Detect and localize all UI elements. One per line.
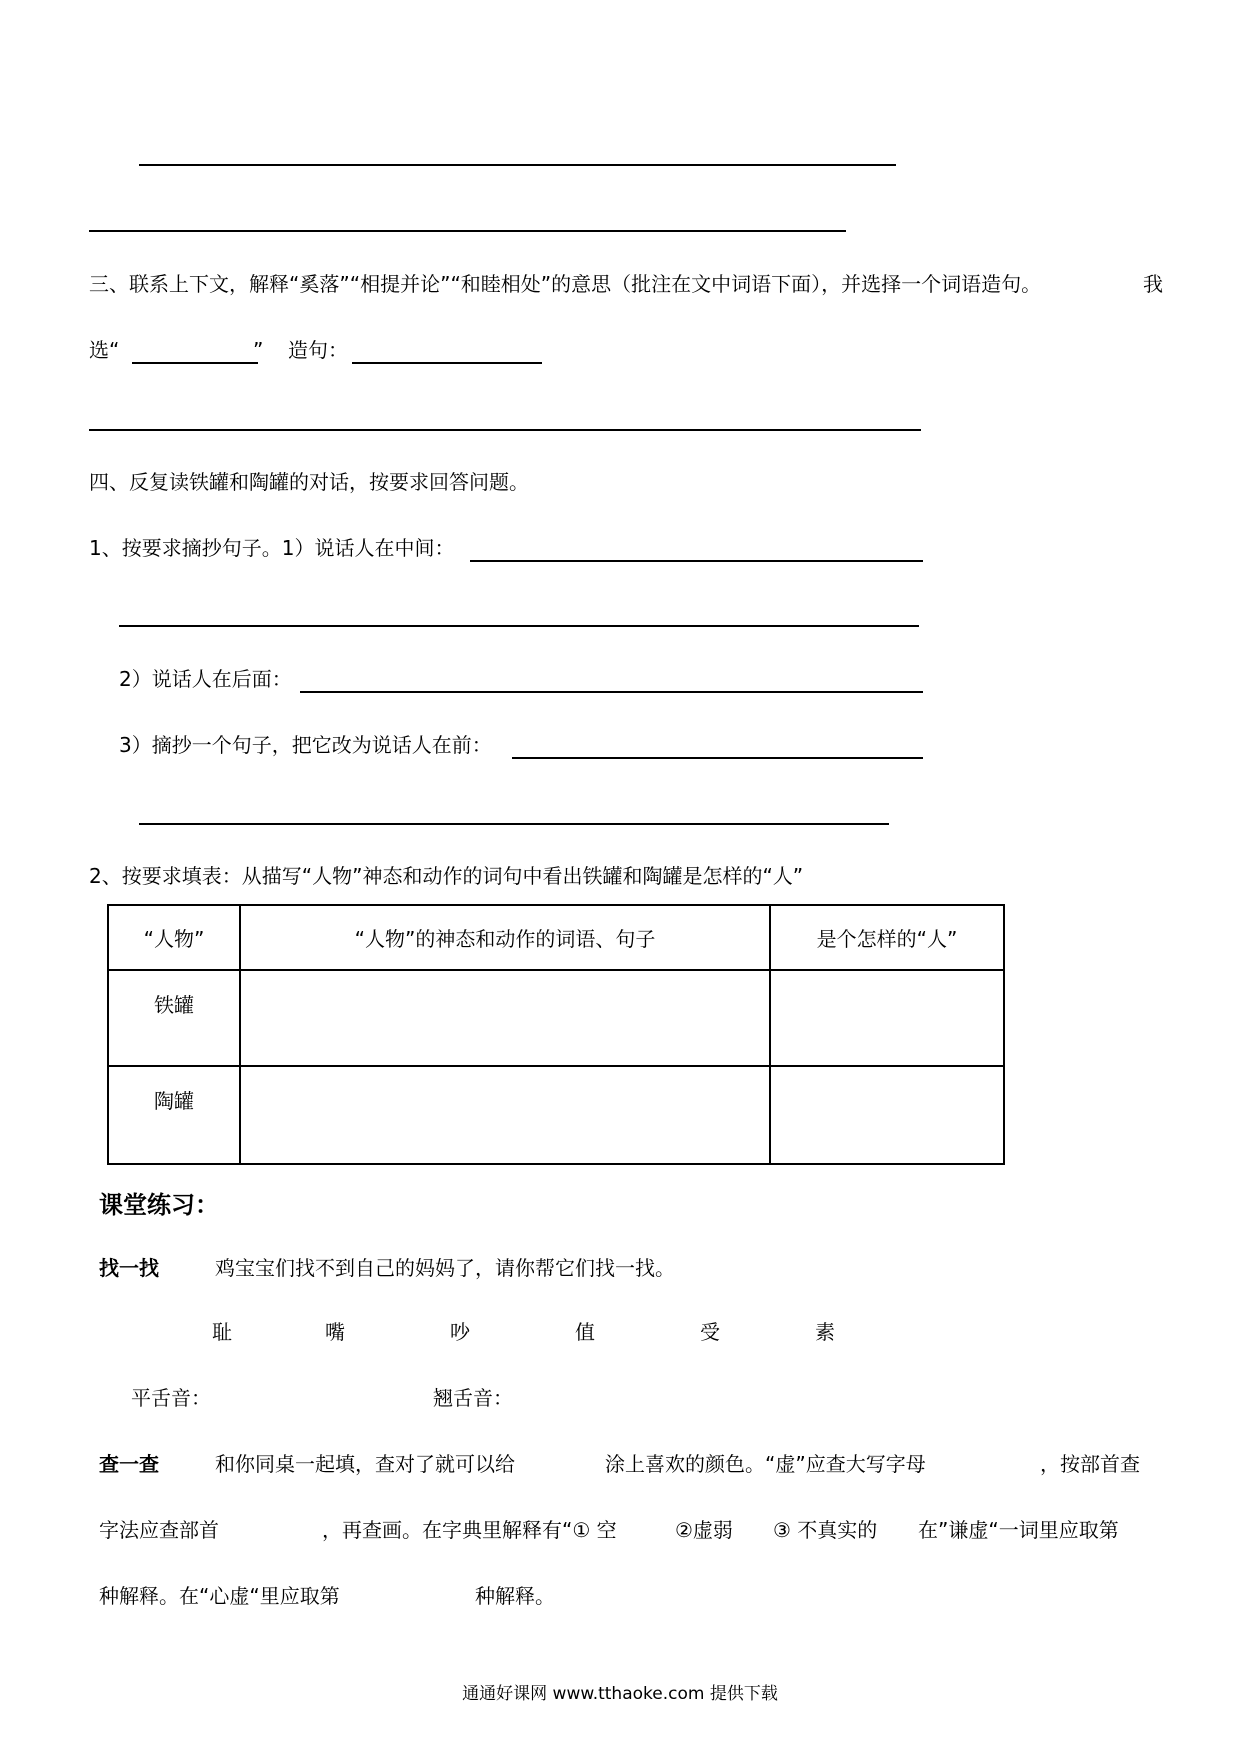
character[interactable]: 值 [575,1320,595,1344]
table-header-cell: “人物” [108,905,240,970]
character[interactable]: 耻 [212,1320,232,1344]
table-row [108,1066,1004,1164]
curled-tongue-label: 翘舌音： [433,1386,513,1410]
line2-text-b: ，再查画。在字典里解释有“① 空 [322,1518,617,1542]
answer-line [89,230,846,232]
table-cell-input[interactable] [240,970,770,1066]
section4-title: 四、反复读铁罐和陶罐的对话，按要求回答问题。 [89,470,529,494]
character[interactable]: 嘴 [325,1320,345,1344]
character[interactable]: 吵 [450,1320,470,1344]
check-text-3: ，按部首查 [1040,1452,1140,1476]
line3-text-b: 种解释。 [475,1584,555,1608]
fill-table [107,904,1005,1165]
find-text: 鸡宝宝们找不到自己的妈妈了，请你帮它们找一找。 [215,1256,675,1280]
find-label: 找一找 [99,1256,159,1280]
q1-3-answer-line[interactable] [512,757,923,759]
table-row-label: 铁罐 [108,970,240,1066]
q1-2-answer-line[interactable] [300,691,923,693]
check-text-2: 涂上喜欢的颜色。“虚”应查大写字母 [605,1452,926,1476]
q1-answer-line-2[interactable] [119,625,919,627]
flat-tongue-label: 平舌音： [131,1386,211,1410]
table-header-cell: 是个怎样的“人” [770,905,1004,970]
choose-word-blank[interactable] [132,362,258,364]
table-cell-input[interactable] [770,1066,1004,1164]
q1-answer-line[interactable] [470,560,923,562]
table-header-row [108,905,1004,970]
choose-label: 选“ [89,338,120,362]
character[interactable]: 素 [815,1320,835,1344]
practice-heading: 课堂练习： [99,1191,219,1219]
table-header-cell: “人物”的神态和动作的词语、句子 [240,905,770,970]
character[interactable]: 受 [700,1320,720,1344]
table-row [108,970,1004,1066]
table-cell-input[interactable] [770,970,1004,1066]
q2-label: 2、按要求填表：从描写“人物”神态和动作的词句中看出铁罐和陶罐是怎样的“人” [89,864,804,888]
q1-3-label: 3）摘抄一个句子，把它改为说话人在前： [119,733,492,757]
q1-label: 1、按要求摘抄句子。1）说话人在中间： [89,536,455,560]
line2-text-a: 字法应查部首 [99,1518,219,1542]
q1-3-answer-line-2[interactable] [139,823,889,825]
section3-trailing-char: 我 [1143,272,1163,296]
page-footer: 通通好课网 www.tthaoke.com 提供下载 [462,1684,778,1704]
line2-text-c: ②虚弱 [675,1518,733,1542]
check-label: 查一查 [99,1452,159,1476]
section3-prompt: 三、联系上下文，解释“奚落”“相提并论”“和睦相处”的意思（批注在文中词语下面），并选择一个词语造句。 [89,272,1042,296]
table-cell-input[interactable] [240,1066,770,1164]
sentence-label: 造句： [288,338,348,362]
q1-2-label: 2）说话人在后面： [119,667,292,691]
check-text-1: 和你同桌一起填，查对了就可以给 [215,1452,515,1476]
choose-close-quote: ” [253,338,264,362]
answer-line [139,164,896,166]
table-row-label: 陶罐 [108,1066,240,1164]
sentence-line[interactable] [89,429,921,431]
line3-text-a: 种解释。在“心虚“里应取第 [99,1584,340,1608]
line2-text-d: ③ 不真实的 [773,1518,878,1542]
sentence-blank[interactable] [352,362,542,364]
line2-text-e: 在”谦虚“一词里应取第 [918,1518,1119,1542]
